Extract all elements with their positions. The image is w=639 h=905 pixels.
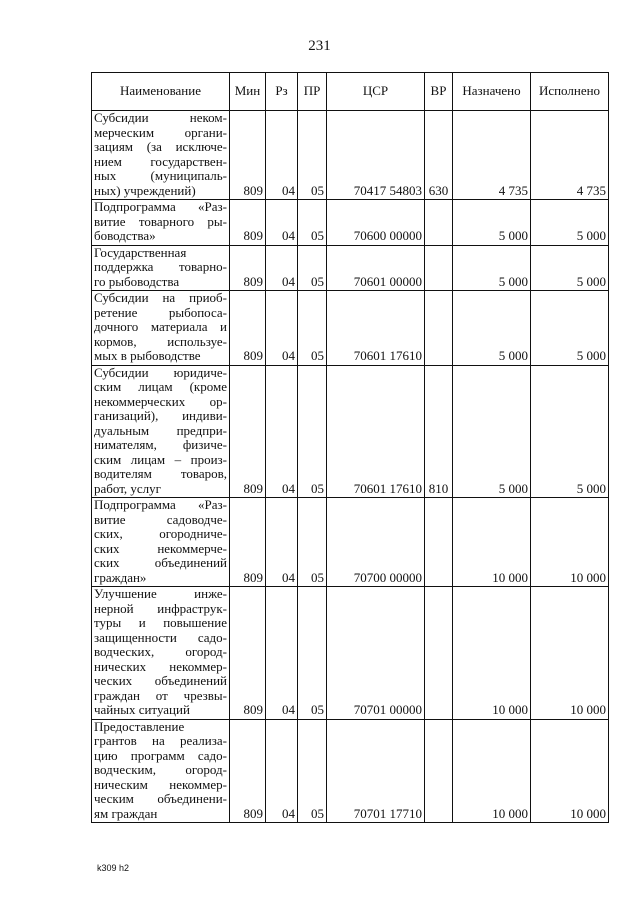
row-name bbox=[92, 245, 230, 291]
header-name: Наименование bbox=[92, 73, 230, 111]
row-name-line: ретение рыбопоса- bbox=[94, 304, 227, 320]
row-name bbox=[92, 291, 230, 366]
header-assigned: Назначено bbox=[453, 73, 531, 111]
row-name-line: кормов, используе- bbox=[94, 333, 227, 349]
row-pr: 05 bbox=[298, 200, 327, 246]
table-row bbox=[92, 365, 609, 498]
row-name-line: ским лицам (кроме bbox=[94, 379, 227, 394]
row-name-line: ских некоммерче- bbox=[94, 540, 227, 556]
row-pr: 05 bbox=[298, 291, 327, 366]
row-csr: 70601 00000 bbox=[327, 245, 425, 291]
row-vr bbox=[425, 498, 453, 587]
row-name-line: ям граждан bbox=[94, 805, 158, 821]
row-vr bbox=[425, 245, 453, 291]
row-name-line: ских объединений bbox=[94, 555, 227, 570]
row-vr: 810 bbox=[425, 365, 453, 498]
row-name-line: ническим некоммер- bbox=[94, 776, 227, 792]
row-rz: 04 bbox=[266, 365, 298, 498]
header-min: Мин bbox=[230, 73, 266, 111]
row-name-line: витие садоводче- bbox=[94, 511, 227, 527]
row-rz: 04 bbox=[266, 719, 298, 823]
row-name-line: Предоставление bbox=[94, 719, 185, 734]
table-row bbox=[92, 498, 609, 587]
row-name-line: ских, огородниче- bbox=[94, 526, 227, 541]
header-csr: ЦСР bbox=[327, 73, 425, 111]
row-name bbox=[92, 365, 230, 498]
page-number: 231 bbox=[308, 38, 331, 54]
row-name-line: Улучшение инже- bbox=[94, 586, 227, 601]
row-name-line: чайных ситуаций bbox=[94, 702, 190, 717]
row-rz: 04 bbox=[266, 200, 298, 246]
row-name-line: водческих, огород- bbox=[94, 644, 227, 659]
row-csr: 70701 00000 bbox=[327, 587, 425, 720]
row-executed: 5 000 bbox=[531, 291, 609, 366]
row-csr: 70701 17710 bbox=[327, 719, 425, 823]
row-assigned: 10 000 bbox=[453, 719, 531, 823]
row-assigned: 10 000 bbox=[453, 498, 531, 587]
row-name-line: водителям товаров, bbox=[94, 466, 227, 481]
row-rz: 04 bbox=[266, 291, 298, 366]
row-vr: 630 bbox=[425, 111, 453, 200]
row-name-line: мерческим органи- bbox=[94, 124, 227, 140]
row-name-line: ганизаций), индиви- bbox=[94, 408, 227, 423]
row-name-line: ных (муниципаль- bbox=[94, 168, 227, 183]
row-executed: 10 000 bbox=[531, 719, 609, 823]
row-name bbox=[92, 587, 230, 720]
row-min: 809 bbox=[230, 111, 266, 200]
row-name-line: го рыбоводства bbox=[94, 273, 180, 289]
table-row bbox=[92, 111, 609, 200]
row-executed: 5 000 bbox=[531, 200, 609, 246]
row-name-line: поддержка товарно- bbox=[94, 259, 227, 274]
row-name bbox=[92, 719, 230, 823]
row-executed: 10 000 bbox=[531, 498, 609, 587]
row-executed: 4 735 bbox=[531, 111, 609, 200]
row-name-line: грантов на реализа- bbox=[94, 733, 227, 748]
row-vr bbox=[425, 200, 453, 246]
table-row bbox=[92, 719, 609, 823]
row-name-line: ческих объединений bbox=[94, 673, 227, 688]
row-min: 809 bbox=[230, 291, 266, 366]
row-vr bbox=[425, 587, 453, 720]
table-row bbox=[92, 291, 609, 366]
row-name-line: защищенности садо- bbox=[94, 629, 227, 645]
row-pr: 05 bbox=[298, 111, 327, 200]
budget-table bbox=[91, 72, 609, 823]
row-csr: 70601 17610 bbox=[327, 291, 425, 366]
row-name-line: Субсидии юридиче- bbox=[94, 365, 227, 380]
row-name-line: витие товарного ры- bbox=[94, 213, 227, 229]
header-pr: ПР bbox=[298, 73, 327, 111]
row-min: 809 bbox=[230, 245, 266, 291]
row-assigned: 5 000 bbox=[453, 200, 531, 246]
row-vr bbox=[425, 719, 453, 823]
row-name-line: нимателям, физиче- bbox=[94, 437, 227, 452]
row-name-line: нических некоммер- bbox=[94, 658, 227, 674]
row-assigned: 5 000 bbox=[453, 365, 531, 498]
header-executed: Исполнено bbox=[531, 73, 609, 111]
row-name-line: дочного материала и bbox=[94, 319, 227, 334]
row-name-line: зациям (за исключе- bbox=[94, 139, 227, 154]
row-csr: 70601 17610 bbox=[327, 365, 425, 498]
row-csr: 70600 00000 bbox=[327, 200, 425, 246]
row-name-line: Подпрограмма «Раз- bbox=[94, 199, 227, 214]
footer-code: k309 h2 bbox=[97, 863, 130, 873]
row-name bbox=[92, 111, 230, 200]
row-executed: 5 000 bbox=[531, 245, 609, 291]
header-vr: ВР bbox=[425, 73, 453, 111]
row-name-line: ческим объединени- bbox=[94, 791, 227, 806]
row-rz: 04 bbox=[266, 245, 298, 291]
row-name-line: водческим, огород- bbox=[94, 762, 227, 777]
row-name-line: туры и повышение bbox=[94, 615, 227, 630]
row-name-line: мых в рыбоводстве bbox=[94, 348, 201, 363]
row-min: 809 bbox=[230, 587, 266, 720]
row-name-line: Государственная bbox=[94, 245, 187, 260]
row-name-line: боводства» bbox=[94, 228, 156, 243]
row-name bbox=[92, 498, 230, 587]
row-name-line: нием государствен- bbox=[94, 153, 227, 169]
table-row bbox=[92, 200, 609, 246]
row-name-line: нерной инфраструк- bbox=[94, 600, 227, 616]
row-rz: 04 bbox=[266, 111, 298, 200]
row-name-line: некоммерческих ор- bbox=[94, 393, 227, 409]
table-row bbox=[92, 245, 609, 291]
row-csr: 70700 00000 bbox=[327, 498, 425, 587]
row-min: 809 bbox=[230, 498, 266, 587]
row-name-line: цию программ садо- bbox=[94, 747, 227, 763]
row-csr: 70417 54803 bbox=[327, 111, 425, 200]
row-min: 809 bbox=[230, 200, 266, 246]
row-pr: 05 bbox=[298, 245, 327, 291]
row-name-line: Субсидии неком- bbox=[94, 110, 227, 125]
table-row bbox=[92, 587, 609, 720]
header-rz: Рз bbox=[266, 73, 298, 111]
row-assigned: 10 000 bbox=[453, 587, 531, 720]
row-name-line: граждан» bbox=[94, 569, 147, 585]
row-name-line: ных) учреждений) bbox=[94, 182, 196, 198]
row-name-line: работ, услуг bbox=[94, 480, 162, 496]
row-rz: 04 bbox=[266, 587, 298, 720]
row-min: 809 bbox=[230, 719, 266, 823]
table-header-row bbox=[92, 73, 609, 111]
row-assigned: 5 000 bbox=[453, 291, 531, 366]
row-assigned: 4 735 bbox=[453, 111, 531, 200]
row-executed: 10 000 bbox=[531, 587, 609, 720]
row-executed: 5 000 bbox=[531, 365, 609, 498]
row-min: 809 bbox=[230, 365, 266, 498]
row-pr: 05 bbox=[298, 587, 327, 720]
row-name-line: Подпрограмма «Раз- bbox=[94, 497, 227, 512]
row-name-line: дуальным предпри- bbox=[94, 422, 227, 438]
row-name-line: Субсидии на приоб- bbox=[94, 290, 227, 305]
row-assigned: 5 000 bbox=[453, 245, 531, 291]
row-pr: 05 bbox=[298, 498, 327, 587]
row-name-line: граждан от чрезвы- bbox=[94, 687, 227, 703]
row-rz: 04 bbox=[266, 498, 298, 587]
row-pr: 05 bbox=[298, 365, 327, 498]
table-body bbox=[92, 111, 609, 823]
row-name bbox=[92, 200, 230, 246]
row-vr bbox=[425, 291, 453, 366]
row-pr: 05 bbox=[298, 719, 327, 823]
row-name-line: ским лицам – произ- bbox=[94, 451, 227, 467]
